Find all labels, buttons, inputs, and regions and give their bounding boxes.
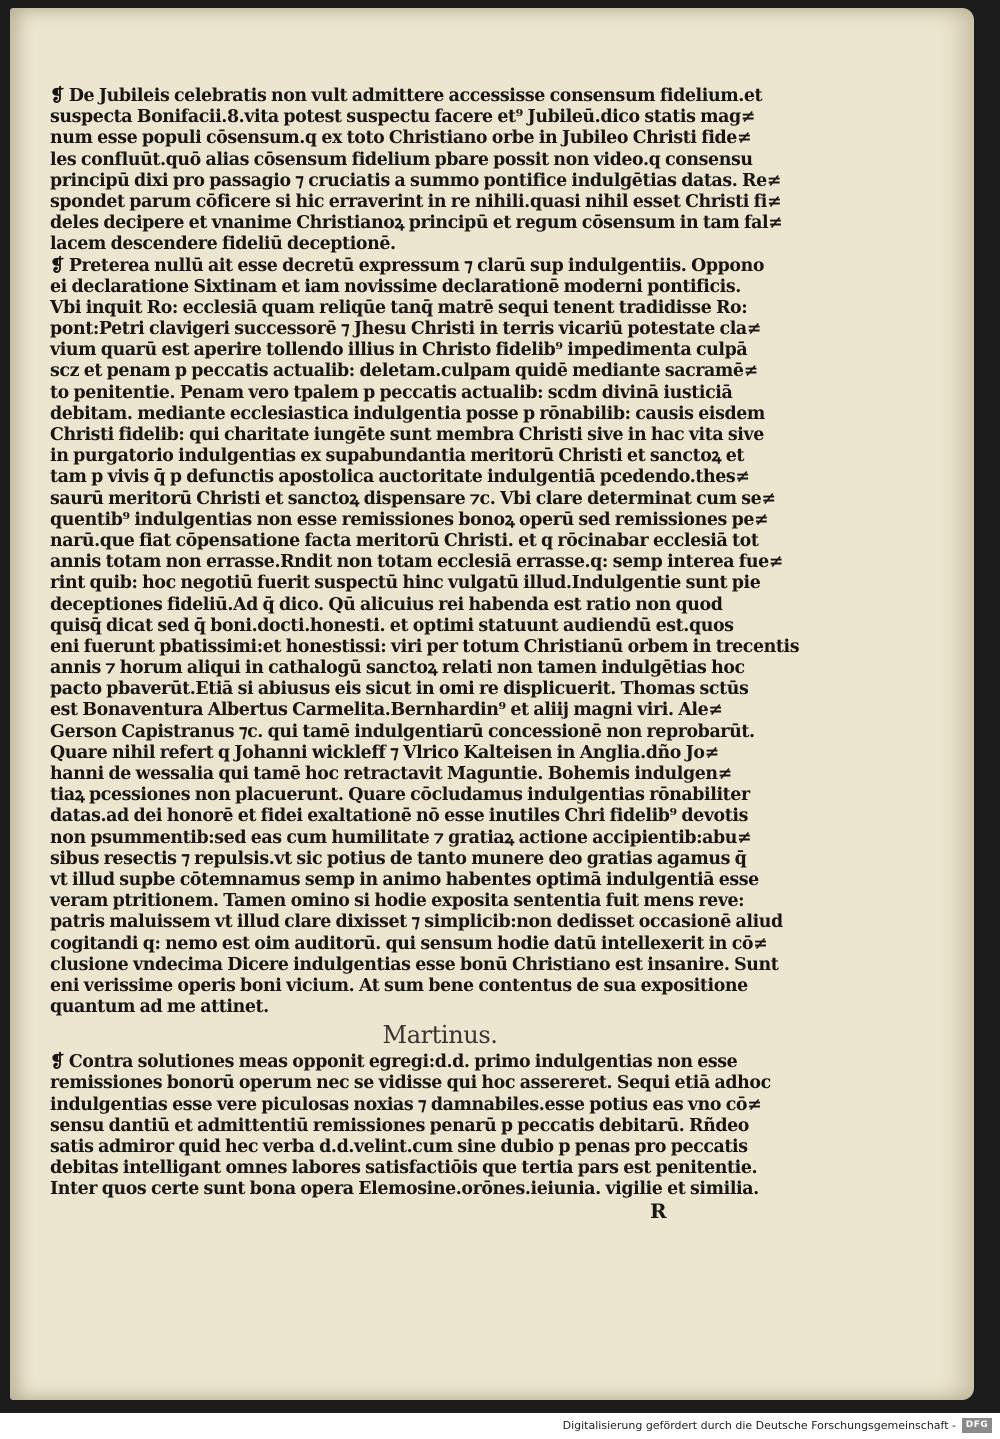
text-line: quantum ad me attinet. xyxy=(50,997,269,1018)
text-line: suspecta Bonifacii.8.vita potest suspectu facere et⁹ Jubileū.dico statis mag≠ xyxy=(50,107,755,128)
text-line: vt illud supbe cōtemnamus semp in animo habentes optimā indulgentiā esse xyxy=(50,869,759,890)
page-text xyxy=(50,86,800,1223)
text-line: annis ⁊ horum aliqui in cathalogū sanctoꝝ relati non tamen indulgētias hoc xyxy=(50,658,745,679)
text-line: indulgentias esse vere piculosas noxias ⁊ damnabiles.esse potius eas vno cō≠ xyxy=(50,1094,762,1115)
text-line: Inter quos certe sunt bona opera Elemosine.orōnes.ieiunia. vigilie et similia. xyxy=(50,1179,759,1200)
text-line: les confluūt.quō alias cōsensum fidelium pbare possit non video.q consensu xyxy=(50,149,753,170)
text-line: saurū meritorū Christi et sanctoꝝ dispensare ⁊c. Vbi clare determinat cum se≠ xyxy=(50,488,776,509)
text-line: sibus resectis ⁊ repulsis.vt sic potius de tanto munere deo gratias agamus q̄ xyxy=(50,848,747,869)
paragraph-1 xyxy=(50,86,783,256)
text-line: est Bonaventura Albertus Carmelita.Bernhardin⁹ et aliij magni viri. Ale≠ xyxy=(50,700,723,721)
text-line: cogitandi q: nemo est oim auditorū. qui sensum hodie datū intellexerit in cō≠ xyxy=(50,933,768,954)
text-line: debitas intelligant omnes labores satisfactiōis que tertia pars est penitentie. xyxy=(50,1158,758,1179)
text-line: patris maluissem vt illud clare dixisset ⁊ simplicib:non dedisset occasionē aliud xyxy=(50,912,783,933)
text-line: veram ptritionem. Tamen omino si hodie exposita sententia fuit mens reve: xyxy=(50,891,745,912)
text-line: debitam. mediante ecclesiastica indulgentia posse p rōnabilib: causis eisdem xyxy=(50,403,765,424)
text-line: sensu dantiū et admittentiū remissiones penarū p peccatis debitarū. Rñdeo xyxy=(50,1115,749,1136)
text-line: in purgatorio indulgentias ex supabundantia meritorū Christi et sanctoꝝ et xyxy=(50,446,745,467)
text-line: clusione vndecima Dicere indulgentias esse bonū Christiano est insanire. Sunt xyxy=(50,954,779,975)
dfg-logo: DFG xyxy=(962,1418,992,1433)
paragraph-3 xyxy=(50,1052,770,1200)
text-line: non psummentib:sed eas cum humilitate ⁊ gratiaꝝ actione accipientib:abu≠ xyxy=(50,827,752,848)
text-line: quisq̄ dicat sed q̄ boni.docti.honesti. et optimi statuunt audiendū est.quos xyxy=(50,615,734,636)
text-line: rint quib: hoc negotiū fuerit suspectū hinc vulgatū illud.Indulgentie sunt pie xyxy=(50,573,761,594)
text-line: annis totam non errasse.Rndit non totam ecclesiā errasse.q: semp interea fue≠ xyxy=(50,552,783,573)
text-line: deceptiones fideliū.Ad q̄ dico. Qū alicuius rei habenda est ratio non quod xyxy=(50,594,723,615)
footer-bar xyxy=(0,1413,1000,1439)
text-line: Vbi inquit Ro: ecclesiā quam reliqūe tanq̄ matrē sequi tenent tradidisse Ro: xyxy=(50,297,748,318)
text-line: pacto pbaverūt.Etiā si abiusus eis sicut in omi re displicuerit. Thomas sctūs xyxy=(50,679,749,700)
text-line: quentib⁹ indulgentias non esse remissiones bonoꝝ operū sed remissiones pe≠ xyxy=(50,509,769,530)
text-line: datas.ad dei honorē et fidei exaltationē nō esse inutiles Chri fidelib⁹ devotis xyxy=(50,806,748,827)
text-line: spondet parum cōficere si hic erraverint in re nihili.quasi nihil esset Christi fi≠ xyxy=(50,191,782,212)
text-line: deles decipere et vnanime Christianoꝝ principū et regum cōsensum in tam fal≠ xyxy=(50,213,783,234)
text-line: remissiones bonorū operum nec se vidisse qui hoc assereret. Sequi etiā adhoc xyxy=(50,1073,771,1094)
text-line: ❡ Preterea nullū ait esse decretū expressum ⁊ clarū sup indulgentiis. Oppono xyxy=(50,255,765,276)
text-line: ❡ Contra solutiones meas opponit egregi:d.d. primo indulgentias non esse xyxy=(50,1052,738,1073)
text-line: to penitentie. Penam vero tpalem p peccatis actualib: scdm divinā iusticiā xyxy=(50,382,733,403)
text-line: tam p vivis q̄ p defunctis apostolica auctoritate indulgentiā pcedendo.thes≠ xyxy=(50,467,750,488)
funding-credit: Digitalisierung gefördert durch die Deutsche Forschungsgemeinschaft - xyxy=(562,1419,956,1432)
text-line: Gerson Capistranus ⁊c. qui tamē indulgentiarū concessionē non reprobarūt. xyxy=(50,721,755,742)
text-line: hanni de wessalia qui tamē hoc retractavit Maguntie. Bohemis indulgen≠ xyxy=(50,764,732,784)
text-line: pont:Petri clavigeri successorē ⁊ Jhesu Christi in terris vicariū potestate cla≠ xyxy=(50,319,761,340)
text-line: principū dixi pro passagio ⁊ cruciatis a summo pontifice indulgētias datas. Re≠ xyxy=(50,170,781,191)
signature-mark: R xyxy=(650,1198,667,1223)
text-line: eni fuerunt pbatissimi:et honestissi: viri per totum Christianū orbem in trecentis xyxy=(50,636,800,657)
text-line: num esse populi cōsensum.q ex toto Christiano orbe in Jubileo Christi fide≠ xyxy=(50,128,752,149)
text-line: vium quarū est aperire tollendo illius in Christo fidelib⁹ impedimenta culpā xyxy=(50,340,748,361)
text-line: narū.que fiat cōpensatione facta meritorū Christi. et q rōcinabar ecclesiā tot xyxy=(50,530,759,551)
text-line: satis admiror quid hec verba d.d.velint.cum sine dubio p penas pro peccatis xyxy=(50,1137,748,1157)
text-line: Quare nihil refert q Johanni wickleff ⁊ Vlrico Kalteisen in Anglia.dño Jo≠ xyxy=(50,742,719,763)
text-line: lacem descendere fideliū deceptionē. xyxy=(50,234,396,255)
paragraph-2 xyxy=(50,255,800,1019)
text-line: ❡ De Jubileis celebratis non vult admittere accessisse consensum fidelium.et xyxy=(50,86,763,106)
text-line: Christi fidelib: qui charitate iungēte sunt membra Christi sive in hac vita sive xyxy=(50,425,764,445)
section-heading: Martinus. xyxy=(382,1021,498,1050)
text-line: eni verissime operis boni vicium. At sum bene contentus de sua expositione xyxy=(50,975,748,996)
book-page xyxy=(10,8,974,1400)
text-line: ei declaratione Sixtinam et iam novissime declarationē moderni pontificis. xyxy=(50,276,741,297)
text-line: scz et penam p peccatis actualib: deletam.culpam quidē mediante sacramē≠ xyxy=(50,361,758,382)
text-line: tiaꝝ pcessiones non placuerunt. Quare cōcludamus indulgentias rōnabiliter xyxy=(50,785,750,806)
